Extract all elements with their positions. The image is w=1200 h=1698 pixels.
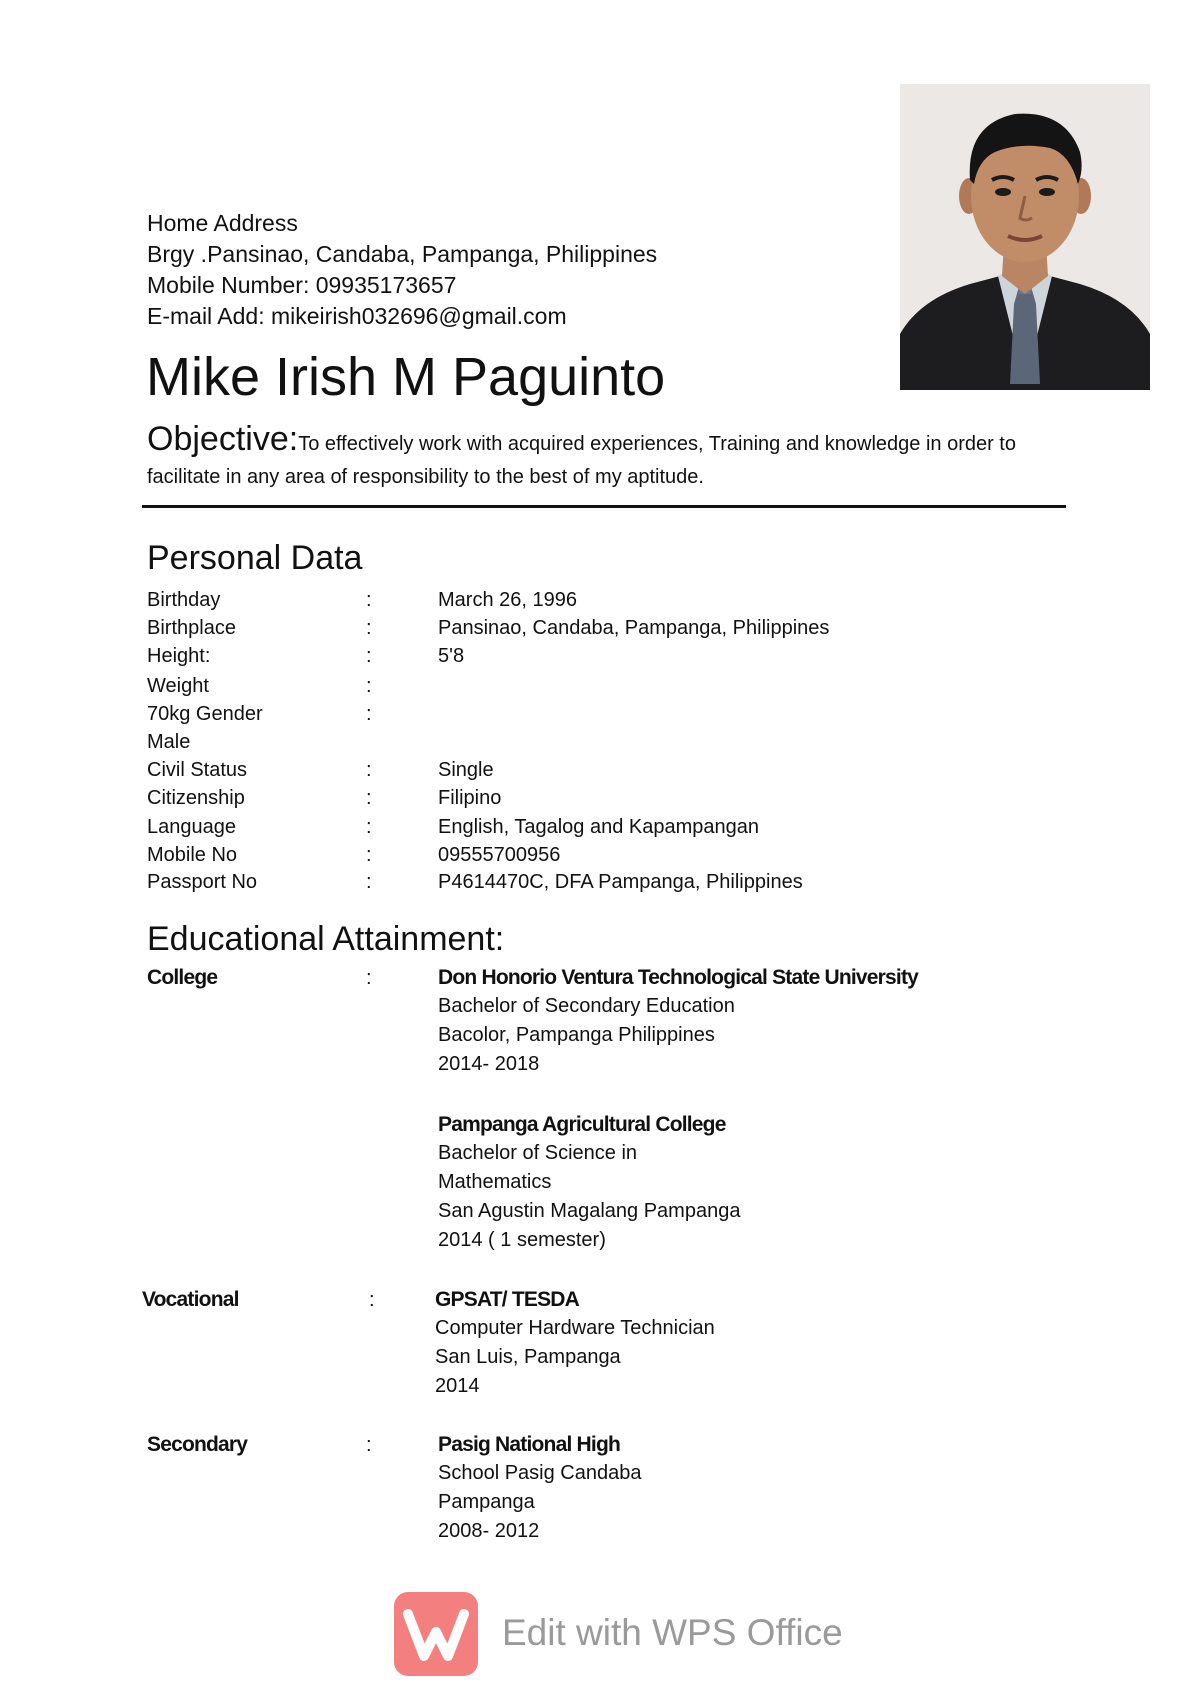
college-school-2: Pampanga Agricultural College	[438, 1113, 726, 1136]
full-name: Mike Irish M Paguinto	[146, 347, 666, 407]
personal-data-title: Personal Data	[147, 539, 363, 577]
college-label: College	[147, 966, 218, 989]
secondary-colon: :	[366, 1434, 372, 1456]
wps-watermark-text: Edit with WPS Office	[502, 1612, 843, 1653]
wps-office-logo-icon	[394, 1592, 478, 1676]
objective	[147, 422, 1047, 494]
personal-data-colon: :	[366, 871, 372, 893]
personal-data-value: P4614470C, DFA Pampanga, Philippines	[438, 871, 803, 893]
objective-label: Objective:	[147, 420, 299, 458]
personal-data-colon: :	[366, 675, 372, 697]
personal-data-label: 70kg Gender	[147, 703, 263, 725]
vocational-line-3: 2014	[435, 1375, 480, 1397]
personal-data-value: 09555700956	[438, 844, 561, 866]
college-1-line-2: Bacolor, Pampanga Philippines	[438, 1024, 715, 1046]
college-2-line-1: Bachelor of Science in	[438, 1142, 638, 1164]
college-entry-1	[438, 963, 918, 1079]
personal-data-colon: :	[366, 617, 372, 639]
wps-watermark[interactable]	[394, 1592, 854, 1678]
secondary-line-3: 2008- 2012	[438, 1520, 540, 1542]
personal-data-value: Pansinao, Candaba, Pampanga, Philippines	[438, 617, 830, 639]
personal-data-value: Filipino	[438, 787, 502, 809]
vocational-school: GPSAT/ TESDA	[435, 1288, 580, 1311]
personal-data-label: Civil Status	[147, 759, 248, 781]
personal-data-colon: :	[366, 759, 372, 781]
secondary-line-1: School Pasig Candaba	[438, 1462, 642, 1484]
email-address: E-mail Add: mikeirish032696@gmail.com	[147, 303, 567, 329]
personal-data-value: English, Tagalog and Kapampangan	[438, 816, 759, 838]
personal-data-label: Weight	[147, 675, 209, 697]
section-divider	[142, 505, 1066, 508]
college-entry-2	[438, 1110, 740, 1255]
personal-data-label: Birthday	[147, 589, 221, 611]
home-address-label: Home Address	[147, 210, 298, 236]
college-1-line-3: 2014- 2018	[438, 1053, 540, 1075]
personal-data-label: Male	[147, 731, 191, 753]
personal-data-label: Passport No	[147, 871, 258, 893]
college-2-line-3: San Agustin Magalang Pampanga	[438, 1200, 741, 1222]
personal-data-value: Single	[438, 759, 494, 781]
personal-data-colon: :	[366, 589, 372, 611]
personal-data-colon: :	[366, 703, 372, 725]
secondary-label: Secondary	[147, 1433, 248, 1456]
personal-data-label: Height:	[147, 645, 211, 667]
education-title: Educational Attainment:	[147, 920, 505, 958]
personal-data-label: Birthplace	[147, 617, 236, 639]
personal-data-colon: :	[366, 844, 372, 866]
contact-block	[147, 208, 657, 332]
personal-data-label: Citizenship	[147, 787, 245, 809]
college-colon: :	[366, 967, 372, 989]
college-2-line-4: 2014 ( 1 semester)	[438, 1229, 606, 1251]
vocational-entry	[435, 1285, 715, 1401]
personal-data-colon: :	[366, 645, 372, 667]
college-2-line-2: Mathematics	[438, 1171, 552, 1193]
college-1-line-1: Bachelor of Secondary Education	[438, 995, 735, 1017]
profile-photo	[900, 84, 1150, 390]
personal-data-value: 5'8	[438, 645, 465, 667]
mobile-number: Mobile Number: 09935173657	[147, 272, 457, 298]
home-address: Brgy .Pansinao, Candaba, Pampanga, Philippines	[147, 241, 658, 267]
vocational-label: Vocational	[142, 1288, 239, 1311]
profile-photo-illustration	[900, 84, 1150, 390]
personal-data-label: Mobile No	[147, 844, 238, 866]
secondary-entry	[438, 1430, 641, 1546]
secondary-line-2: Pampanga	[438, 1491, 535, 1513]
vocational-line-1: Computer Hardware Technician	[435, 1317, 715, 1339]
personal-data-colon: :	[366, 816, 372, 838]
secondary-school: Pasig National High	[438, 1433, 620, 1456]
personal-data-label: Language	[147, 816, 236, 838]
objective-text: To effectively work with acquired experiences, Training and knowledge in order to facilitate in any area of responsibility to the best of my aptitude.	[147, 433, 1016, 488]
personal-data-value: March 26, 1996	[438, 589, 577, 611]
college-school-1: Don Honorio Ventura Technological State University	[438, 966, 919, 989]
vocational-line-2: San Luis, Pampanga	[435, 1346, 621, 1368]
vocational-colon: :	[369, 1289, 375, 1311]
personal-data-colon: :	[366, 787, 372, 809]
